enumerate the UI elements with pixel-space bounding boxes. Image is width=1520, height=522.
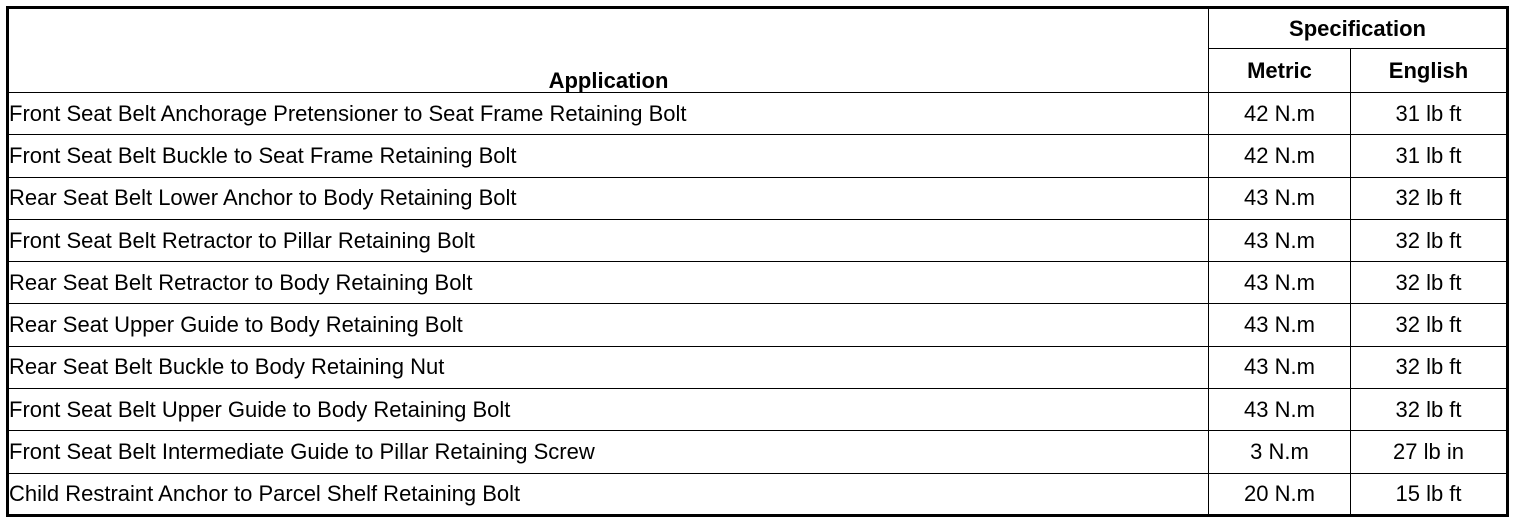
english-cell: 32 lb ft [1351,346,1508,388]
application-cell: Child Restraint Anchor to Parcel Shelf Retaining Bolt [8,473,1209,515]
metric-cell: 43 N.m [1209,346,1351,388]
column-header-metric: Metric [1209,49,1351,93]
metric-cell: 43 N.m [1209,262,1351,304]
metric-cell: 3 N.m [1209,431,1351,473]
column-header-application: Application [8,8,1209,93]
table-row [8,389,1508,431]
application-cell: Rear Seat Belt Retractor to Body Retaining Bolt [8,262,1209,304]
english-cell: 31 lb ft [1351,93,1508,135]
table-row [8,473,1508,515]
metric-cell: 42 N.m [1209,93,1351,135]
fastener-specification-table [6,6,1509,517]
english-cell: 32 lb ft [1351,219,1508,261]
table-header-row [8,8,1508,49]
english-cell: 32 lb ft [1351,389,1508,431]
application-cell: Rear Seat Belt Buckle to Body Retaining Nut [8,346,1209,388]
application-cell: Front Seat Belt Retractor to Pillar Retaining Bolt [8,219,1209,261]
table-row [8,262,1508,304]
application-cell: Rear Seat Belt Lower Anchor to Body Retaining Bolt [8,177,1209,219]
table-row [8,219,1508,261]
application-cell: Front Seat Belt Upper Guide to Body Retaining Bolt [8,389,1209,431]
metric-cell: 43 N.m [1209,389,1351,431]
english-cell: 15 lb ft [1351,473,1508,515]
application-cell: Front Seat Belt Intermediate Guide to Pillar Retaining Screw [8,431,1209,473]
english-cell: 32 lb ft [1351,262,1508,304]
english-cell: 31 lb ft [1351,135,1508,177]
english-cell: 32 lb ft [1351,304,1508,346]
metric-cell: 42 N.m [1209,135,1351,177]
application-cell: Front Seat Belt Buckle to Seat Frame Retaining Bolt [8,135,1209,177]
column-header-specification: Specification [1209,8,1508,49]
metric-cell: 43 N.m [1209,219,1351,261]
metric-cell: 43 N.m [1209,304,1351,346]
application-cell: Rear Seat Upper Guide to Body Retaining Bolt [8,304,1209,346]
table-row [8,304,1508,346]
table-row [8,177,1508,219]
english-cell: 27 lb in [1351,431,1508,473]
english-cell: 32 lb ft [1351,177,1508,219]
column-header-english: English [1351,49,1508,93]
table-row [8,135,1508,177]
table-row [8,93,1508,135]
table-row [8,346,1508,388]
metric-cell: 20 N.m [1209,473,1351,515]
application-cell: Front Seat Belt Anchorage Pretensioner to Seat Frame Retaining Bolt [8,93,1209,135]
table-row [8,431,1508,473]
metric-cell: 43 N.m [1209,177,1351,219]
